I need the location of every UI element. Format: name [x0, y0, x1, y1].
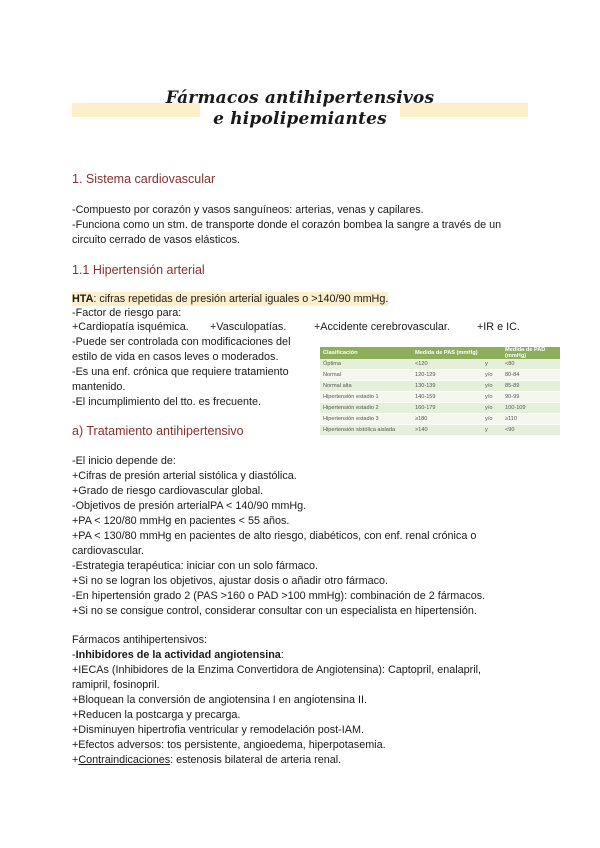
- paragraph-line: +Disminuyen hipertrofia ventricular y remodelación post-IAM.: [72, 724, 364, 736]
- table-header-cell: [482, 347, 502, 359]
- table-body: [320, 359, 560, 436]
- hta-definition: [72, 292, 388, 306]
- section-heading-hypertension: 1.1 Hipertensión arterial: [72, 263, 205, 277]
- table-header-row: [320, 347, 560, 359]
- table-cell: <120: [412, 359, 482, 370]
- page-title-line2: e hipolipemiantes: [213, 109, 387, 129]
- table-header-cell: Medida de PAS (mmHg): [412, 347, 482, 359]
- paragraph-line: -Objetivos de presión arterialPA < 140/90 mmHg.: [72, 500, 307, 512]
- table-row: [320, 414, 560, 425]
- paragraph-line: estilo de vida en casos leves o moderados.: [72, 351, 279, 363]
- paragraph-line: +Reducen la postcarga y precarga.: [72, 709, 241, 721]
- table-cell: Hipertensión estadio 1: [320, 392, 412, 403]
- paragraph-line: +Bloquean la conversión de angiotensina I en angiotensina II.: [72, 694, 368, 706]
- table-cell: Normal alta: [320, 381, 412, 392]
- table-cell: >140: [412, 425, 482, 436]
- paragraph-line: -El inicio depende de:: [72, 455, 176, 467]
- table-cell: y/o: [482, 414, 502, 425]
- table-header-cell: Clasificación: [320, 347, 412, 359]
- table-row: [320, 425, 560, 436]
- risk-factor-item: +Vasculopatías.: [210, 321, 287, 333]
- drug-group-prefix: -: [72, 649, 76, 661]
- paragraph-line: -Estrategia terapéutica: iniciar con un solo fármaco.: [72, 560, 319, 572]
- table-cell: 80-84: [502, 370, 560, 381]
- table-cell: Hipertensión estadio 3: [320, 414, 412, 425]
- contra-label: Contraindicaciones: [78, 754, 171, 766]
- bp-classification-table: [320, 347, 560, 436]
- paragraph-line: +PA < 130/80 mmHg en pacientes de alto riesgo, diabéticos, con enf. renal crónica o: [72, 530, 477, 542]
- table-cell: 130-139: [412, 381, 482, 392]
- table-cell: 140-159: [412, 392, 482, 403]
- paragraph-line: +Grado de riesgo cardiovascular global.: [72, 485, 264, 497]
- risk-factor-item: +Cardiopatía isquémica.: [72, 321, 189, 333]
- table-cell: y/o: [482, 381, 502, 392]
- table-row: [320, 370, 560, 381]
- contra-text: : estenosis bilateral de arteria renal.: [170, 754, 342, 766]
- paragraph-line: -Funciona como un stm. de transporte donde el corazón bombea la sangre a través de un: [72, 219, 502, 231]
- paragraph-line: +Cifras de presión arterial sistólica y diastólica.: [72, 470, 297, 482]
- table-cell: y/o: [482, 370, 502, 381]
- table-cell: y: [482, 425, 502, 436]
- table-cell: y: [482, 359, 502, 370]
- table-row: [320, 392, 560, 403]
- table-cell: Normal: [320, 370, 412, 381]
- risk-factor-item: +IR e IC.: [477, 321, 520, 333]
- paragraph-line: cardiovascular.: [72, 545, 145, 557]
- page-title-line1: Fármacos antihipertensivos: [165, 88, 435, 108]
- paragraph-line: -Compuesto por corazón y vasos sanguíneos: arterias, venas y capilares.: [72, 204, 424, 216]
- contraindications-line: [72, 753, 341, 767]
- table-row: [320, 403, 560, 414]
- contra-prefix: +: [72, 754, 79, 766]
- risk-factor-item: +Accidente cerebrovascular.: [314, 321, 450, 333]
- paragraph-line: -En hipertensión grado 2 (PAS >160 o PAD >100 mmHg): combinación de 2 fármacos.: [72, 590, 486, 602]
- table-cell: Óptima: [320, 359, 412, 370]
- paragraph-line: +Si no se consigue control, considerar consultar con un especialista en hipertensión.: [72, 605, 477, 617]
- table-row: [320, 359, 560, 370]
- table-cell: ≥180: [412, 414, 482, 425]
- paragraph-line: ramipril, fosinopril.: [72, 679, 160, 691]
- table-cell: Hipertensión sistólica aislada: [320, 425, 412, 436]
- paragraph-line: mantenido.: [72, 381, 126, 393]
- hta-text: : cifras repetidas de presión arterial iguales o >140/90 mmHg.: [93, 293, 389, 305]
- section-heading-cardiovascular: 1. Sistema cardiovascular: [72, 172, 216, 186]
- table-cell: <90: [502, 425, 560, 436]
- table-cell: Hipertensión estadio 2: [320, 403, 412, 414]
- paragraph-line: +IECAs (Inhibidores de la Enzima Convertidora de Angiotensina): Captopril, enalapril,: [72, 664, 482, 676]
- table-cell: ≥110: [502, 414, 560, 425]
- paragraph-line: -Es una enf. crónica que requiere tratamiento: [72, 366, 289, 378]
- table-cell: y/o: [482, 392, 502, 403]
- risk-factors-row: [72, 320, 520, 334]
- table-cell: 100-109: [502, 403, 560, 414]
- drugs-intro: Fármacos antihipertensivos:: [72, 634, 208, 646]
- table-header-cell: Medida de PAD (mmHg): [502, 347, 560, 359]
- drug-group-suffix: :: [280, 649, 284, 661]
- table-cell: <80: [502, 359, 560, 370]
- paragraph-line: -Puede ser controlada con modificaciones del: [72, 336, 291, 348]
- drug-group-title: Inhibidores de la actividad angiotensina: [75, 649, 281, 661]
- risk-factor-intro: -Factor de riesgo para:: [72, 307, 182, 319]
- table-cell: 85-89: [502, 381, 560, 392]
- table-cell: 160-179: [412, 403, 482, 414]
- table-cell: 90-99: [502, 392, 560, 403]
- hta-label: HTA: [72, 293, 94, 305]
- paragraph-line: circuito cerrado de vasos elásticos.: [72, 234, 241, 246]
- paragraph-line: +Si no se logran los objetivos, ajustar dosis o añadir otro fármaco.: [72, 575, 388, 587]
- drug-group-heading: [72, 648, 284, 662]
- paragraph-line: +PA < 120/80 mmHg en pacientes < 55 años.: [72, 515, 290, 527]
- paragraph-line: -El incumplimiento del tto. es frecuente.: [72, 396, 262, 408]
- table-cell: 120-129: [412, 370, 482, 381]
- table-cell: y/o: [482, 403, 502, 414]
- paragraph-line: +Efectos adversos: tos persistente, angioedema, hiperpotasemia.: [72, 739, 386, 751]
- section-heading-treatment: a) Tratamiento antihipertensivo: [72, 424, 244, 438]
- table-row: [320, 381, 560, 392]
